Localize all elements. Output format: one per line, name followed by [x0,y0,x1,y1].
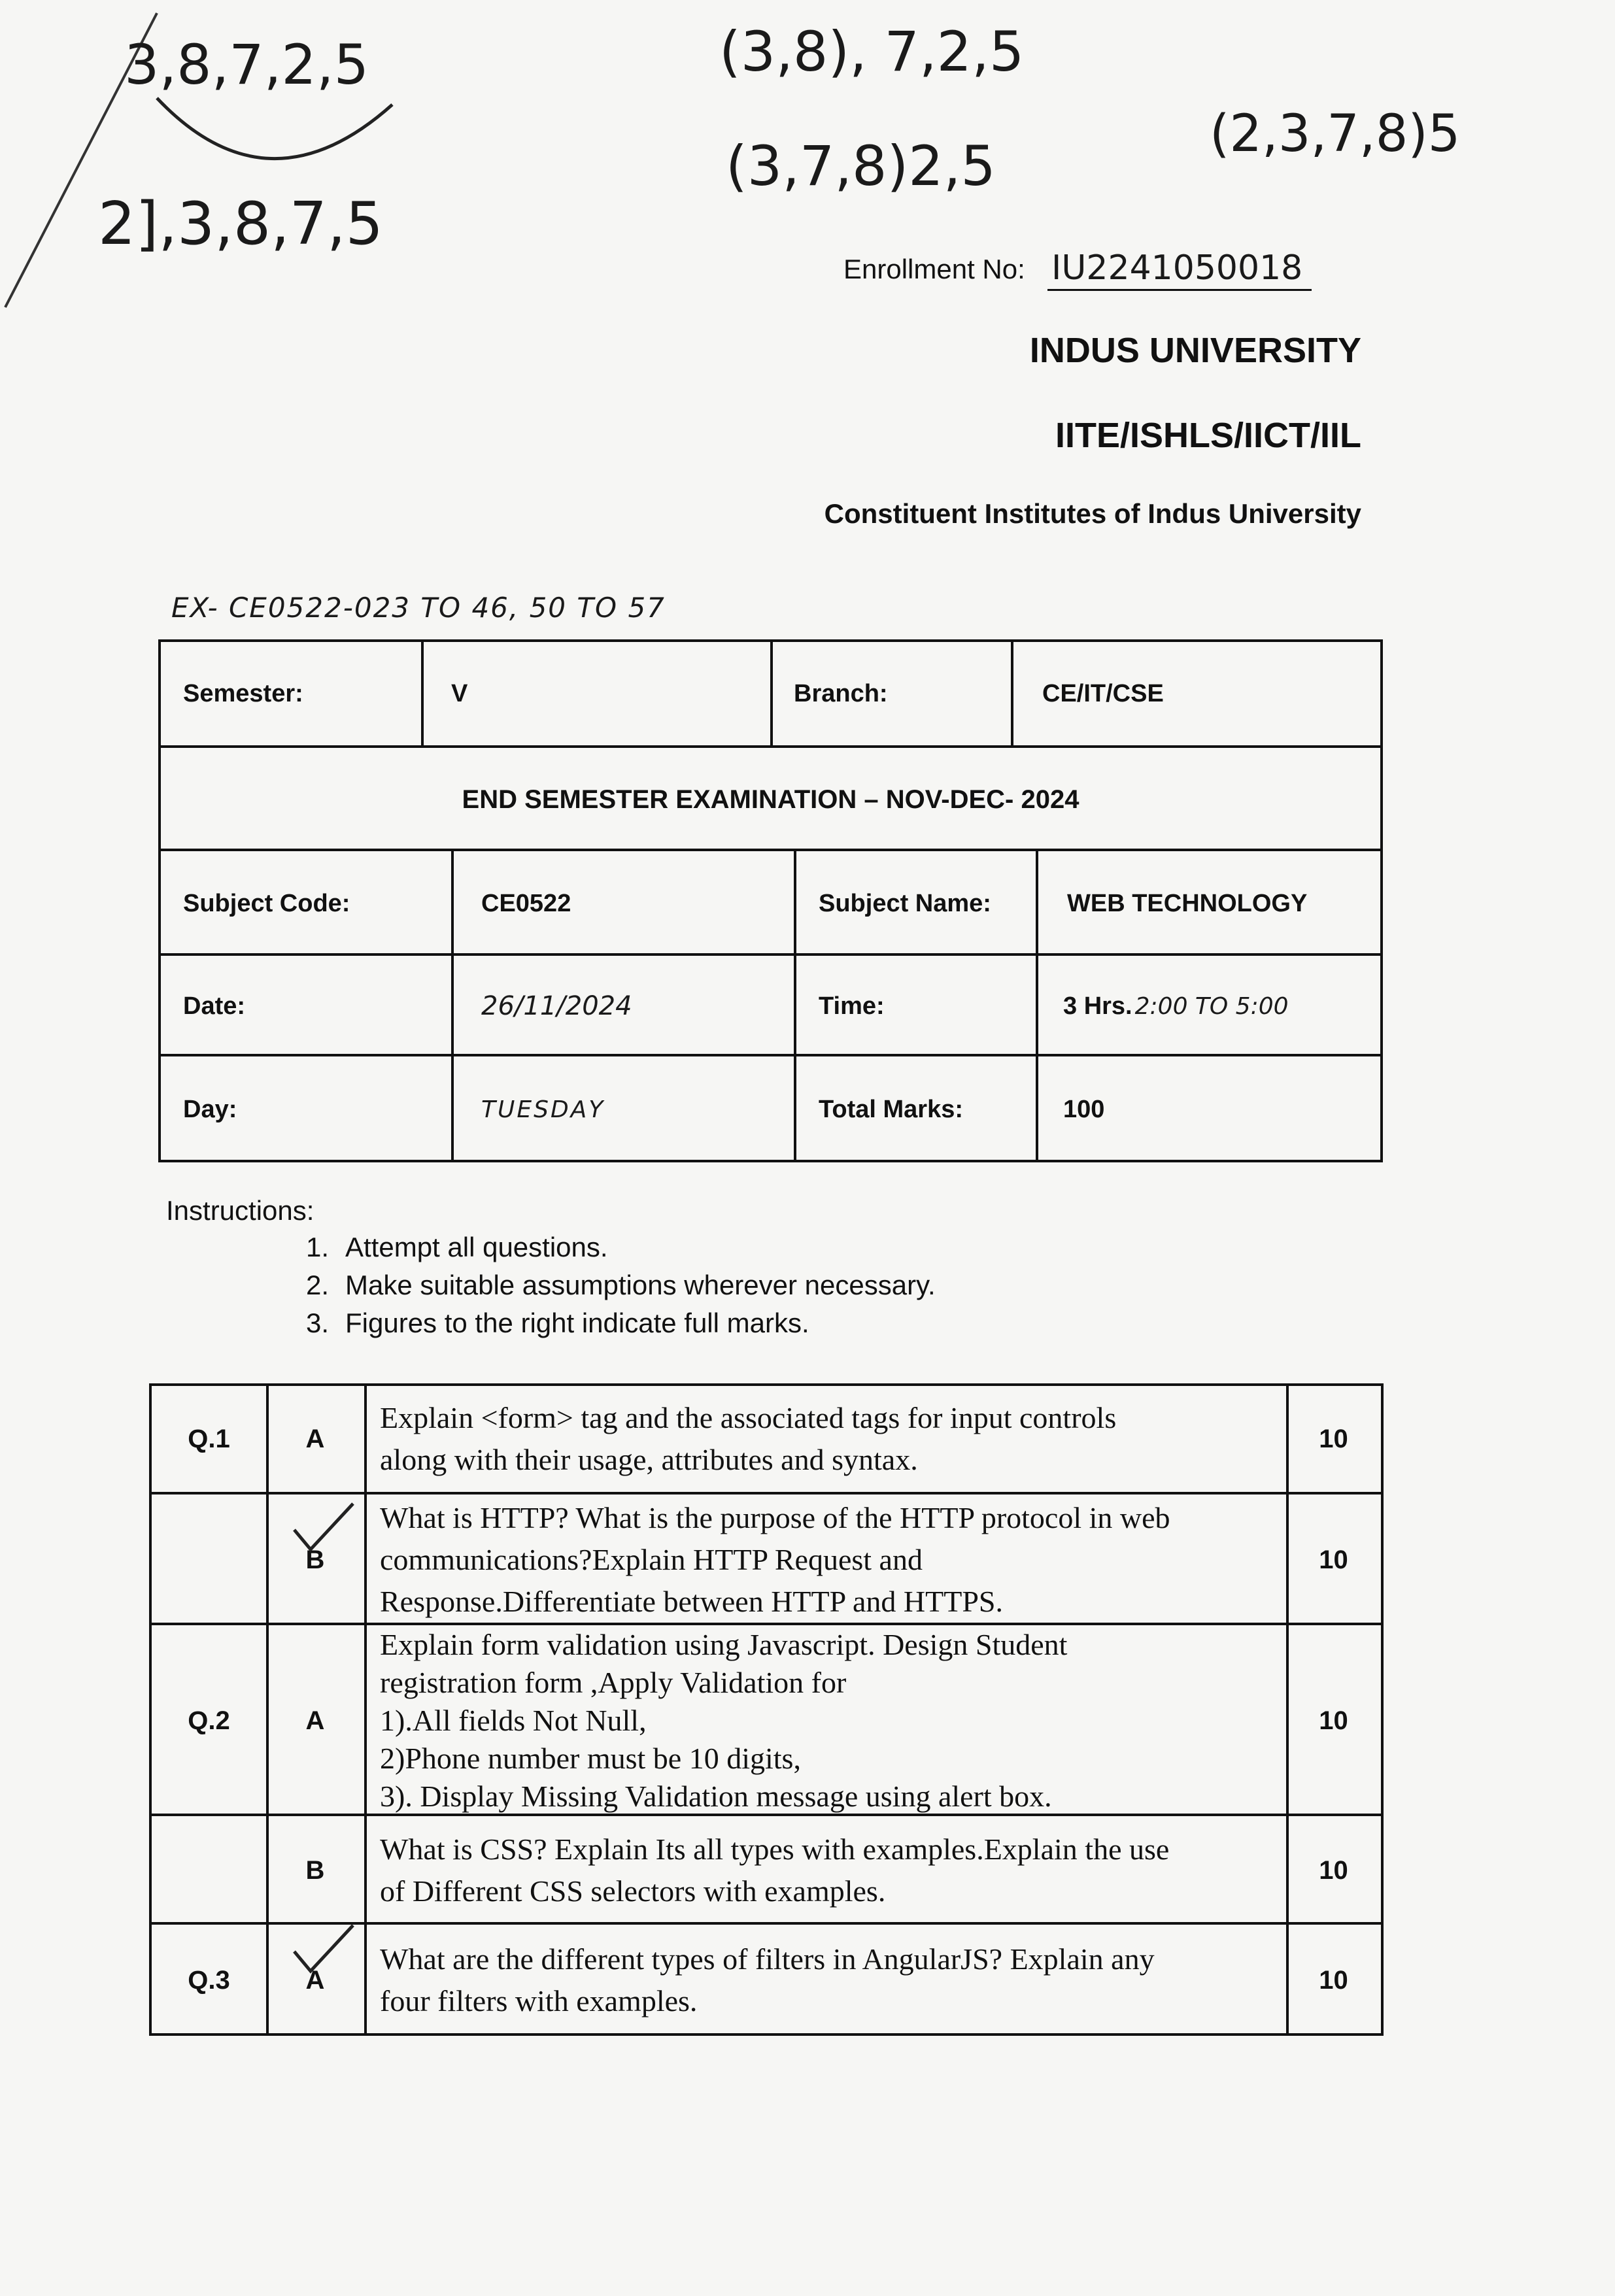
question-part: B [305,1545,325,1574]
question-row [152,1386,1381,1492]
institutes-name: IITE/ISHLS/IICT/IIL [1055,416,1361,455]
date-label: Date: [183,992,246,1020]
day-value: TUESDAY [481,1096,605,1123]
question-text: What are the different types of filters in AngularJS? Explain any four filters with examples. [380,1942,1155,2017]
question-text: Explain form validation using Javascript. Design Student registration form ,Apply Validation for 1).All fields Not Null, 2)Phone number must be 10 digits, 3). Display Missing Validation message using alert box. [380,1628,1068,1813]
enrollment-label: Enrollment No: [843,254,1025,284]
question-text: What is HTTP? What is the purpose of the HTTP protocol in web communications?Explain HTTP Request and Response.Differentiate between HTTP and HTTPS. [380,1501,1170,1618]
time-written: 2:00 TO 5:00 [1134,992,1289,1020]
subject-name-value: WEB TECHNOLOGY [1067,889,1308,917]
total-marks-label: Total Marks: [819,1095,964,1123]
question-marks: 10 [1319,1965,1348,1995]
day-label: Day: [183,1095,237,1123]
scribble-sequence-2: 2],3,8,7,5 [98,190,383,258]
instructions-title: Instructions: [166,1195,314,1226]
scribble-sequence-4: (3,7,8)2,5 [726,134,996,198]
subject-row [161,849,1380,956]
scribble-sequence-5: (2,3,7,8)5 [1210,105,1461,163]
date-row [161,953,1380,1056]
scribble-arc [150,92,412,170]
tick-mark-icon [288,1919,360,1978]
question-number: Q.3 [188,1965,230,1995]
exam-title: END SEMESTER EXAMINATION – NOV-DEC- 2024 [462,785,1080,814]
subject-code-label: Subject Code: [183,889,350,917]
question-text: Explain <form> tag and the associated tags for input controls along with their usage, attributes and syntax. [380,1401,1117,1476]
semester-row [161,642,1380,745]
constituent-heading: Constituent Institutes of Indus University [824,498,1361,529]
question-part: A [305,1965,325,1995]
exam-title-row [161,745,1380,851]
question-marks: 10 [1319,1855,1348,1885]
question-marks: 10 [1319,1706,1348,1735]
subject-name-label: Subject Name: [819,889,991,917]
question-text: What is CSS? Explain Its all types with examples.Explain the use of Different CSS selectors with examples. [380,1832,1170,1908]
enrollment-number: IU2241050018 [1047,248,1312,291]
semester-value: V [451,679,468,707]
question-number [152,1494,266,1625]
question-part: B [305,1855,325,1885]
tick-mark-icon [288,1497,360,1556]
question-number: Q.1 [188,1424,230,1453]
instruction-item: 1. Attempt all questions. [306,1232,608,1262]
instruction-item: 2. Make suitable assumptions wherever necessary. [306,1270,936,1300]
instruction-item: 3. Figures to the right indicate full marks. [306,1308,809,1338]
date-value: 26/11/2024 [481,991,632,1021]
time-value [1063,956,1289,1056]
question-marks: 10 [1319,1424,1348,1453]
question-number [152,1816,266,1925]
total-marks-value: 100 [1063,1095,1105,1123]
semester-label: Semester: [183,679,303,707]
time-printed: 3 Hrs. [1063,992,1132,1020]
question-marks: 10 [1319,1545,1348,1574]
question-row [152,1814,1381,1925]
day-row [161,1054,1380,1162]
question-part: A [305,1424,325,1453]
scribble-sequence-3: (3,8), 7,2,5 [719,20,1025,84]
exam-info-table [158,639,1383,1162]
branch-value: CE/IT/CSE [1042,679,1164,707]
branch-label: Branch: [794,679,888,707]
scribble-sequence-1: 3,8,7,2,5 [124,33,369,97]
time-label: Time: [819,992,885,1020]
university-name: INDUS UNIVERSITY [1029,331,1361,370]
question-row [152,1623,1381,1816]
subject-code-value: CE0522 [481,889,571,917]
exempt-roll-note: EX- CE0522-023 TO 46, 50 TO 57 [171,592,666,624]
question-number: Q.2 [188,1706,230,1735]
question-part: A [305,1706,325,1735]
